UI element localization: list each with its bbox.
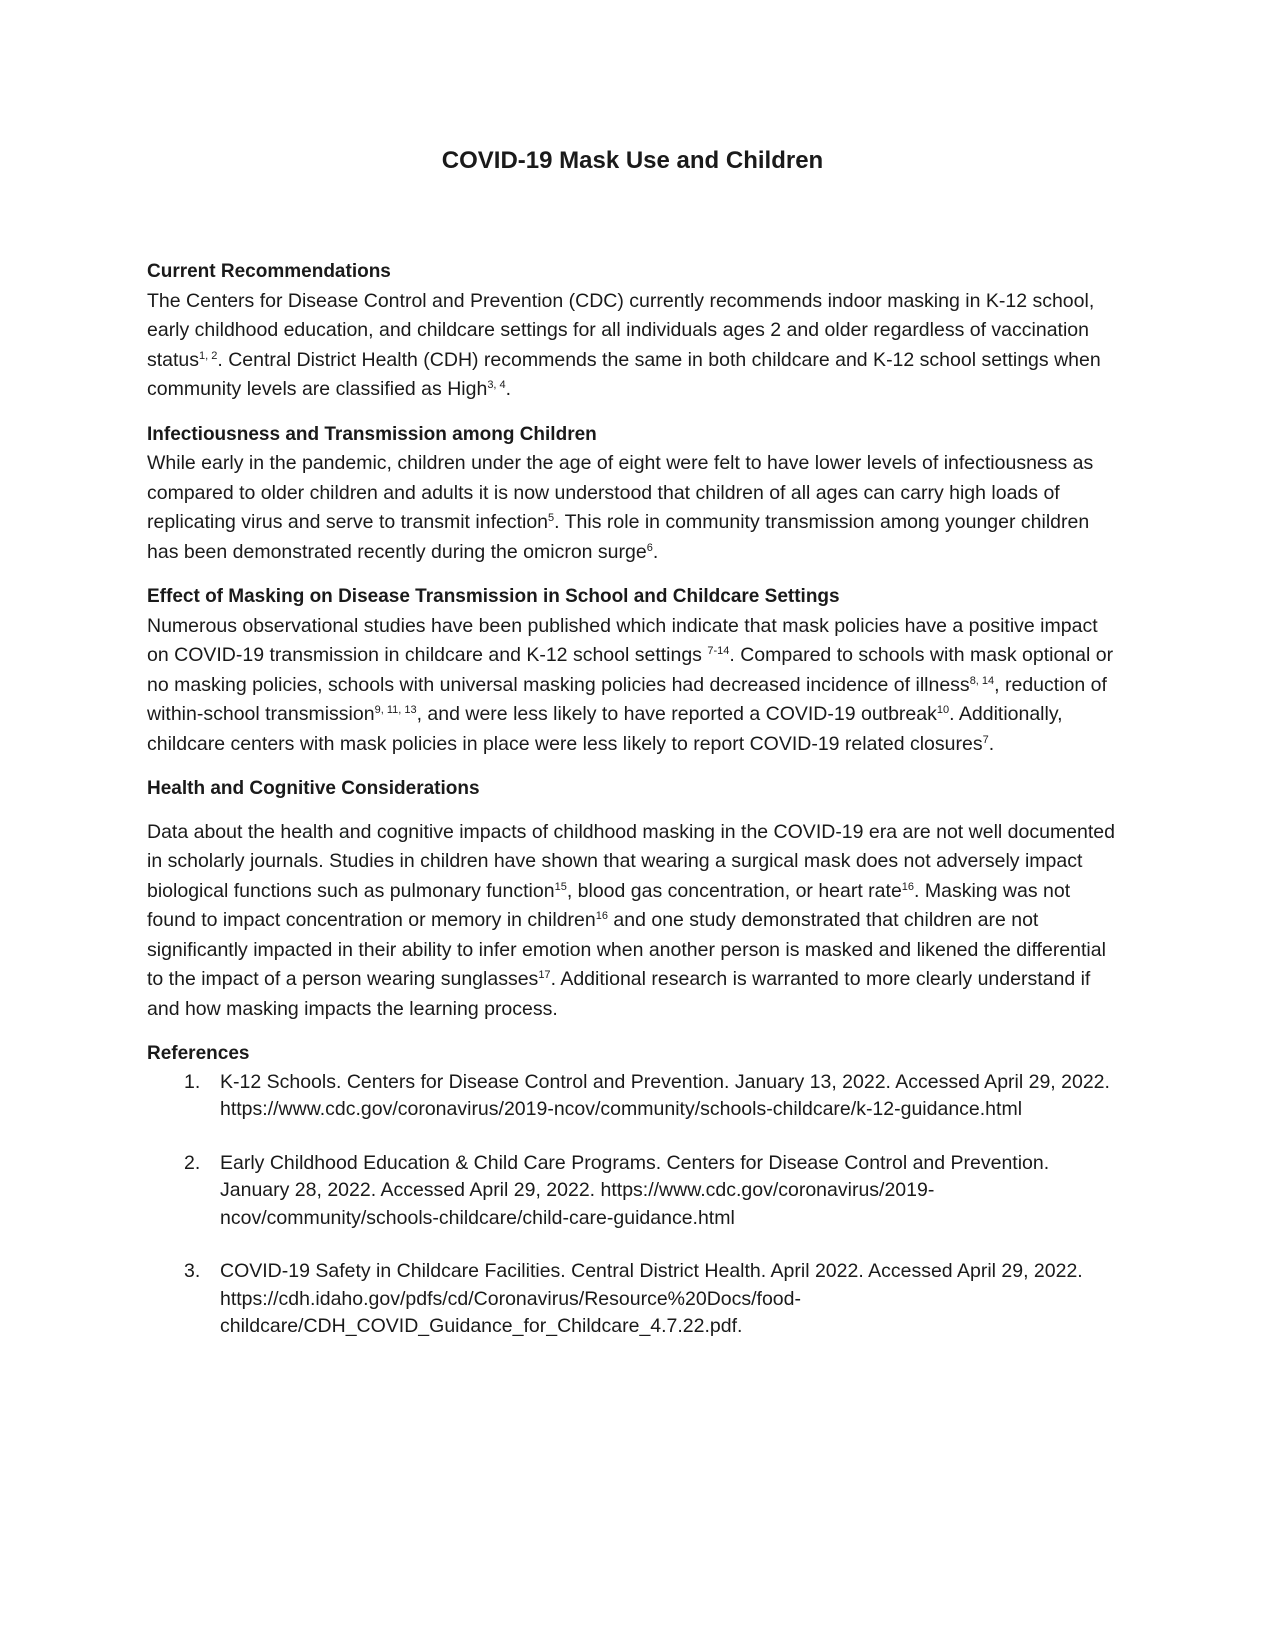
section-current-recommendations — [147, 257, 1123, 405]
citation-superscript: 6 — [646, 541, 653, 554]
citation-superscript: 16 — [901, 880, 915, 893]
text-run: Data about the health and cognitive impacts of childhood masking in the COVID-19 era are not well documented in scholarly journals. Studies in children have shown that wearing a surgical mask does not adversely impact biological functions such as pulmonary function — [147, 820, 1115, 902]
text-run: Numerous observational studies have been published which indicate that mask policies have a positive impact on COVID-19 transmission in childcare and K-12 school settings — [147, 614, 1098, 666]
citation-superscript: 5 — [548, 512, 555, 524]
text-run: The Centers for Disease Control and Prevention (CDC) currently recommends indoor masking in K-12 school, early childhood education, and childcare settings for all individuals ages 2 and older regardless of vaccination status — [147, 289, 1095, 371]
text-run: . Masking was not found to impact concentration or memory in children — [147, 879, 1071, 931]
section-paragraph — [147, 818, 1123, 1025]
references-heading: References — [147, 1043, 250, 1064]
text-run: While early in the pandemic, children under the age of eight were felt to have lower levels of infectiousness as compared to older children and adults it is now understood that children of all ages can carry high loads of replicating virus and serve to transmit infection — [147, 452, 1094, 533]
text-run: . — [652, 540, 659, 563]
reference-number: 1. — [184, 1070, 201, 1093]
text-run: . Compared to schools with mask optional or no masking policies, schools with universal masking policies had decreased incidence of illness — [147, 644, 1114, 696]
section-heading: Current Recommendations — [147, 261, 391, 282]
citation-superscript: 17 — [538, 969, 551, 981]
document-body — [147, 257, 1123, 1367]
citation-superscript: 16 — [595, 910, 608, 922]
text-run: , reduction of within-school transmission — [147, 673, 1107, 725]
section-infectiousness — [147, 420, 1123, 568]
reference-text: K-12 Schools. Centers for Disease Control and Prevention. January 13, 2022. Accessed April 29, 2022. https://www.cdc.gov/coronavirus/2019-ncov/community/schools-childcare/k-12-guidance.html — [220, 1070, 1110, 1120]
text-run: and one study demonstrated that children are not significantly impacted in their ability to infer emotion when another person is masked and likened the differential to the impact of a person wearing sunglasses — [147, 909, 1106, 990]
document-title: COVID-19 Mask Use and Children — [441, 147, 824, 174]
section-heading: Health and Cognitive Considerations — [147, 778, 480, 799]
reference-text: COVID-19 Safety in Childcare Facilities. Central District Health. April 2022. Accessed April 29, 2022. https://cdh.idaho.gov/pdfs/cd/Coronavirus/Resource%20Docs/food-childcare/CDH_COVID_Guidance_for_Childcare_4.7.22.pdf. — [220, 1260, 1083, 1337]
citation-superscript: 15 — [554, 880, 567, 893]
citation-superscript: 7-14 — [707, 645, 730, 657]
reference-item — [147, 1150, 1123, 1233]
citation-superscript: 9, 11, 13 — [374, 704, 417, 716]
reference-item — [147, 1258, 1123, 1341]
reference-number: 3. — [184, 1260, 201, 1282]
references-list — [147, 1069, 1123, 1341]
text-run: , blood gas concentration, or heart rate — [566, 879, 902, 902]
reference-text: Early Childhood Education & Child Care Programs. Centers for Disease Control and Prevention. January 28, 2022. Accessed April 29, 2022. https://www.cdc.gov/coronavirus/2019-ncov/community/schools-childcare/child-care-guidance.html — [220, 1151, 1050, 1229]
citation-superscript: 8, 14 — [969, 674, 995, 687]
text-run: . This role in community transmission among younger children has been demonstrated recently during the omicron surge — [147, 511, 1090, 563]
citation-superscript: 7 — [982, 733, 989, 746]
section-heading: Effect of Masking on Disease Transmission in School and Childcare Settings — [147, 586, 840, 607]
reference-item — [147, 1069, 1123, 1124]
section-paragraph — [147, 449, 1123, 567]
text-run: , and were less likely to have reported a COVID-19 outbreak — [416, 703, 937, 725]
text-run: . Additionally, childcare centers with mask policies in place were less likely to report COVID-19 related closures — [147, 703, 1063, 755]
citation-superscript: 1, 2 — [199, 349, 218, 362]
text-run: . — [988, 732, 995, 755]
reference-number: 2. — [184, 1151, 201, 1174]
section-paragraph — [147, 612, 1123, 760]
text-run: . Additional research is warranted to more clearly understand if and how masking impacts the learning process. — [147, 968, 1091, 1020]
section-heading: Infectiousness and Transmission among Children — [147, 423, 597, 445]
citation-superscript: 3, 4 — [487, 379, 506, 391]
section-references — [147, 1039, 1123, 1341]
citation-superscript: 10 — [936, 704, 950, 716]
section-paragraph — [147, 287, 1123, 405]
text-run: . — [505, 378, 512, 400]
text-run: . Central District Health (CDH) recommends the same in both childcare and K-12 school settings when community levels are classified as High — [147, 348, 1101, 400]
section-masking-effect — [147, 582, 1123, 759]
section-health-cognitive — [147, 774, 1123, 1024]
